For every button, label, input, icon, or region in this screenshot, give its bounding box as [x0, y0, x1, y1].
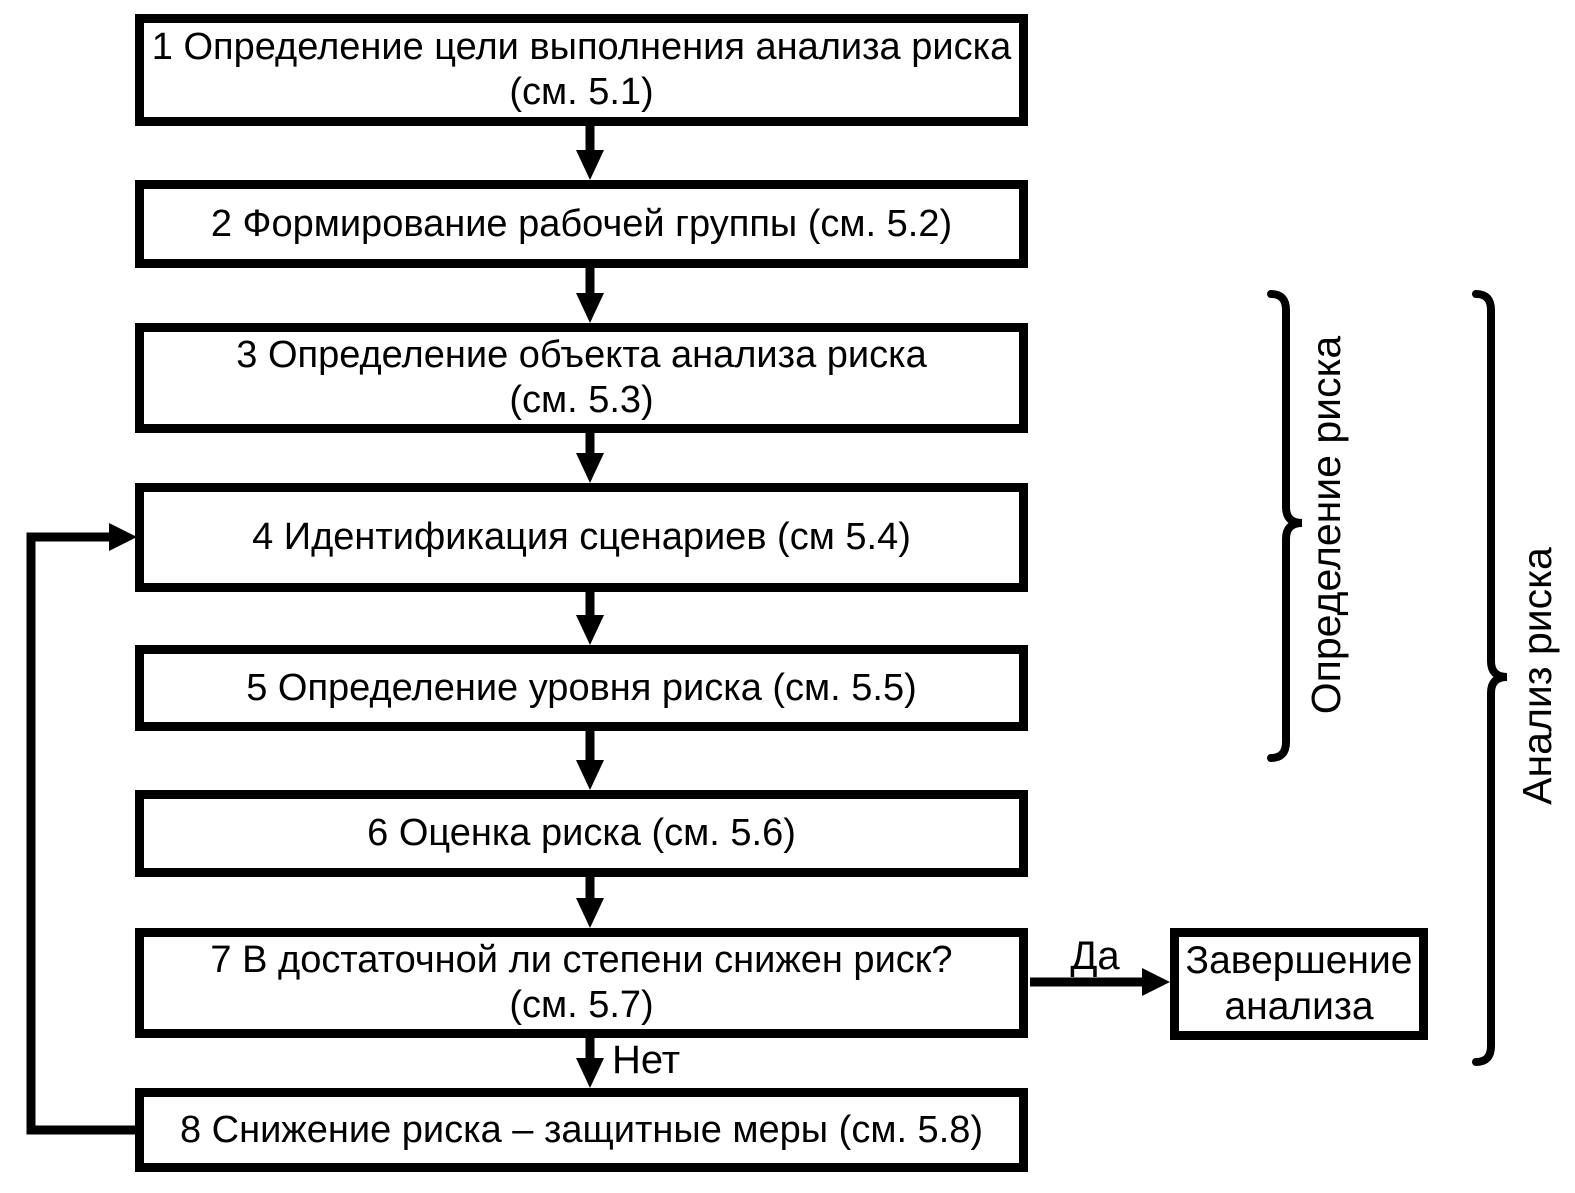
step-6-box — [135, 790, 1028, 877]
arrow-step-2-to-3-head — [576, 293, 604, 323]
step-2-label-line-1: 2 Формирование рабочей группы (см. 5.2) — [210, 202, 953, 245]
arrow-step-6-to-7-head — [576, 898, 604, 928]
step-1-label-line-1: 1 Определение цели выполнения анализа риска — [151, 26, 1012, 68]
brace-label-risk-identification: Определение риска — [1303, 335, 1349, 715]
step-3-label-line-2: (см. 5.3) — [509, 379, 654, 421]
terminal-label-line-2: анализа — [1224, 985, 1374, 1028]
step-8-label-line-1: 8 Снижение риска – защитные меры (см. 5.8) — [179, 1108, 984, 1151]
feedback-arrow-step-8-to-4-shaft — [31, 537, 137, 1130]
step-1-label-line-2: (см. 5.1) — [509, 71, 654, 113]
arrow-step-7-to-8-head — [576, 1058, 604, 1088]
arrow-step-3-to-4-head — [576, 453, 604, 483]
step-7-decision-box — [135, 928, 1028, 1038]
step-5-box — [135, 645, 1028, 731]
terminal-label-line-1: Завершение — [1185, 939, 1413, 982]
step-7-label-line-1: 7 В достаточной ли степени снижен риск? — [210, 939, 953, 981]
step-2-box — [135, 180, 1028, 268]
step-4-label-line-1: 4 Идентификация сценариев (см 5.4) — [252, 516, 911, 558]
arrow-step-1-to-2-head — [576, 150, 604, 180]
step-3-label-line-1: 3 Определение объекта анализа риска — [236, 334, 927, 376]
step-6-label-line-1: 6 Оценка риска (см. 5.6) — [367, 812, 796, 854]
step-4-box — [135, 483, 1028, 592]
arrow-step-5-to-6-head — [576, 760, 604, 790]
brace-risk-analysis — [1476, 294, 1507, 1062]
yes-label: Да — [1070, 934, 1120, 978]
step-5-label-line-1: 5 Определение уровня риска (см. 5.5) — [246, 666, 917, 709]
arrow-step-4-to-5-head — [576, 615, 604, 645]
step-1-box — [135, 14, 1028, 126]
step-8-box — [135, 1088, 1028, 1172]
arrow-step-7-to-terminal-head — [1142, 968, 1170, 996]
feedback-arrow-step-8-to-4-head — [109, 523, 137, 551]
no-label: Нет — [612, 1038, 681, 1082]
brace-risk-identification — [1271, 294, 1302, 758]
step-7-label-line-2: (см. 5.7) — [509, 984, 654, 1026]
step-3-box — [135, 323, 1028, 433]
brace-label-risk-analysis: Анализ риска — [1514, 547, 1560, 805]
terminal-box — [1170, 928, 1428, 1040]
